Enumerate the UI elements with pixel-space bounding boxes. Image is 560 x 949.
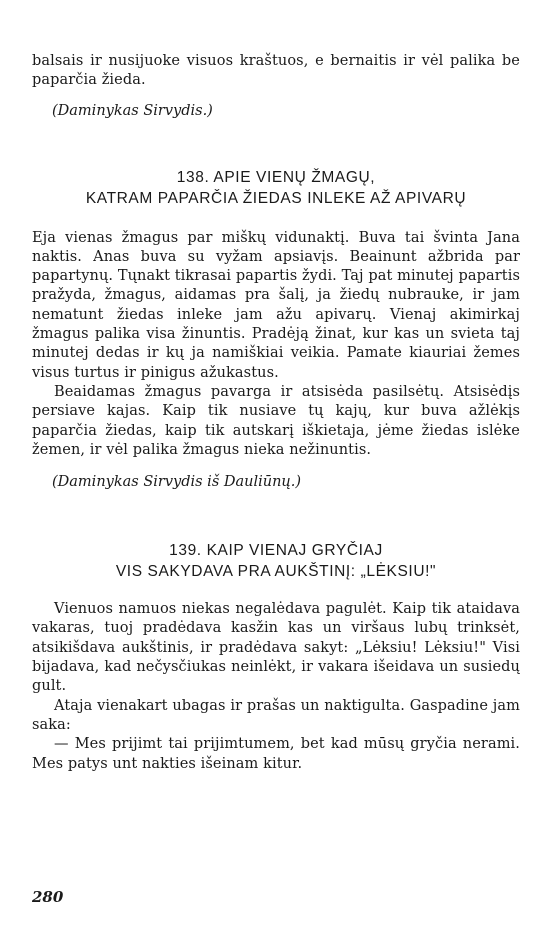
story-139-heading-line2: VIS SAKYDAVA PRA AUKŠTINĮ: „LĖKSIU!" [115,563,437,581]
story-139-paragraph-1: Vienuos namuos niekas negalėdava pagulėt. Kaip tik ataidava vakaras, tuoj pradėdava kasžin kas un viršaus lubų trinksėt, atsikišdava aukštinis, ir pradėdava sakyt: „Lėksiu! Lėksiu!" Visi bijadava, kad nečysčiukas neinlėkt, ir vakara išeidava un susiedų gult. [32,601,520,695]
story-138-source: (Daminykas Sirvydis iš Dauliūnų.) [52,474,302,491]
story-138-paragraph-2: Beaidamas žmagus pavarga ir atsisėda pasilsėtų. Atsisėdįs persiave kajas. Kaip tik nusiave tų kajų, kur buva ažlėkįs paparčia žiedas, kaip tik autskarį iškietaja, jėme žiedas islėke žemen, ir vėl palika žmagus nieka nežinuntis. [32,383,520,458]
story-138-paragraph-1: Eja vienas žmagus par miškų vidunaktį. Buva tai švinta Jana naktis. Anas buva su vyžam apsiavįs. Beainunt ažbrida par papartynų. Tųnakt tikrasai papartis žydi. Taj pat minutej papartis pražyda, žmagus, aidamas pra šalį, ja žiedų nubrauke, ir jam nematunt žiedas inleke jam ažu apivarų. Vienaj akimirkaj žmagus palika visa žinuntis. Pradėją žinat, kur kas un svieta taj minutej dedas ir kų ja namiškiai veikia. Pamate kiauriai žemes visus turtus ir pinigus ažukastus. [32,229,520,381]
story-139-heading-line1: 139. KAIP VIENAJ GRYČIAJ [169,542,383,560]
story-139-paragraph-3: — Mes prijimt tai prijimtumem, bet kad mūsų gryčia nerami. Mes patys unt nakties išeinam kitur. [32,736,520,772]
story-139-heading [32,540,520,582]
continuation-source: (Daminykas Sirvydis.) [52,102,213,119]
continuation-paragraph: balsais ir nusijuoke visuos kraštuos, e bernaitis ir vėl palika be paparčia žieda. [32,53,520,89]
book-page [32,52,520,929]
page-number: 280 [32,888,64,906]
story-138-heading-line1: 138. APIE VIENŲ ŽMAGŲ, [176,168,376,186]
story-138-heading [32,167,520,209]
story-138-heading-line2: KATRAM PAPARČIA ŽIEDAS INLEKE AŽ APIVARŲ [85,189,467,207]
story-139-paragraph-2: Ataja vienakart ubagas ir prašas un naktigulta. Gaspadine jam saka: [32,697,520,733]
